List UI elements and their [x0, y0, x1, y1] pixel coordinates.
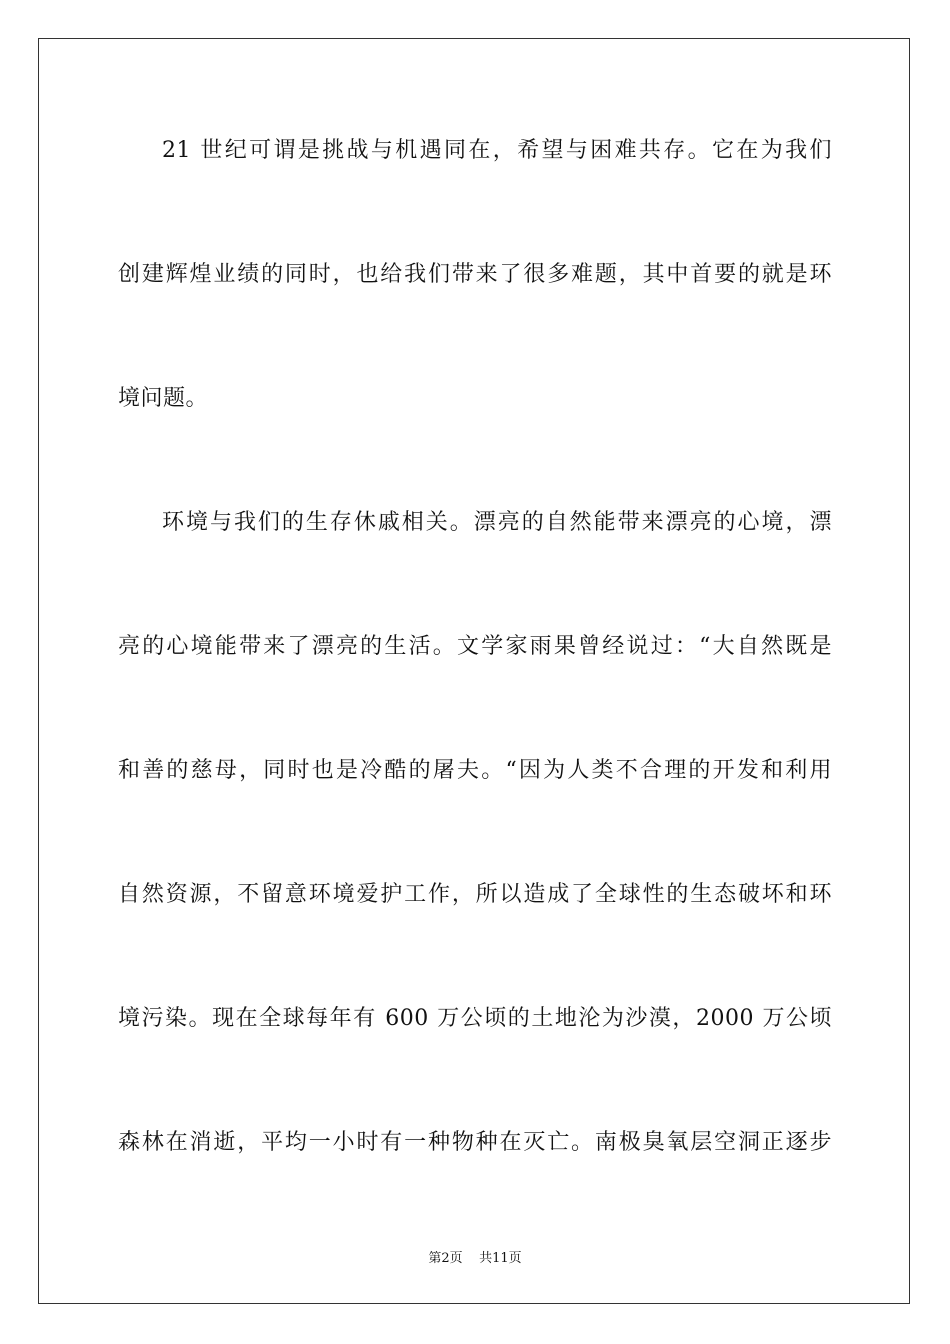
paragraph-2-line-6: 森林在消逝，平均一小时有一种物种在灭亡。南极臭氧层空洞正逐步: [118, 1130, 832, 1155]
paragraph-2-line-1: 环境与我们的生存休戚相关。漂亮的自然能带来漂亮的心境，漂: [162, 510, 832, 535]
paragraph-2-line-3: 和善的慈母，同时也是冷酷的屠夫。“因为人类不合理的开发和利用: [118, 758, 832, 783]
paragraph-2-line-5: 境污染。现在全球每年有 600 万公顷的土地沦为沙漠，2000 万公顷: [118, 1006, 832, 1031]
paragraph-1-line-2: 创建辉煌业绩的同时，也给我们带来了很多难题，其中首要的就是环: [118, 262, 832, 287]
paragraph-1-line-3: 境问题。: [118, 386, 209, 411]
paragraph-2-line-2: 亮的心境能带来了漂亮的生活。文学家雨果曾经说过：“大自然既是: [118, 634, 832, 659]
paragraph-2-line-4: 自然资源，不留意环境爱护工作，所以造成了全球性的生态破坏和环: [118, 882, 832, 907]
paragraph-1-line-1: 21 世纪可谓是挑战与机遇同在，希望与困难共存。它在为我们: [162, 138, 832, 163]
page-number: 第2页: [428, 1251, 463, 1266]
page-border: [38, 38, 910, 1304]
total-pages: 共11页: [479, 1251, 522, 1266]
page-footer: [0, 1247, 950, 1266]
